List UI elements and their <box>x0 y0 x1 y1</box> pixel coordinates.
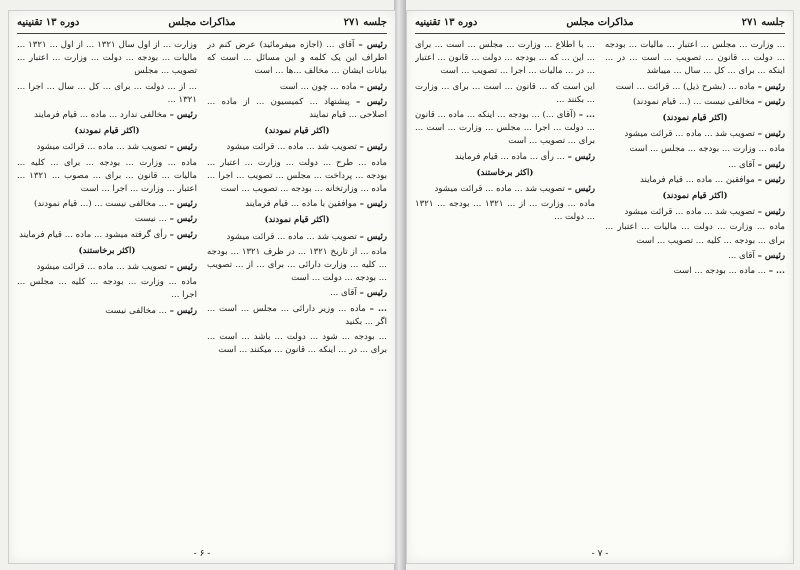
paragraph-text: ... مخالفی نیست <box>105 305 167 316</box>
paragraph-text: ... ماده ... بودجه ... است <box>673 266 766 277</box>
left-page-column-left <box>17 39 197 547</box>
speaker-label: رئیس – <box>169 199 197 210</box>
paragraph-text: ... نیست <box>134 214 167 225</box>
paragraph-text: مخالفی نیست ... (... قیام نمودند) <box>632 96 755 107</box>
speaker-label: رئیس – <box>567 151 595 162</box>
vote-note: (اکثر قیام نمودند) <box>662 113 728 124</box>
speaker-label: رئیس – <box>757 250 785 261</box>
transcript-paragraph <box>207 198 387 211</box>
transcript-paragraph <box>207 81 387 94</box>
transcript-paragraph <box>207 231 387 244</box>
speaker-label: رئیس – <box>169 262 197 273</box>
left-page-header <box>17 15 387 34</box>
paragraph-text: تصویب شد ... ماده ... قرائت میشود <box>624 207 755 218</box>
transcript-paragraph <box>17 276 197 302</box>
transcript-paragraph <box>605 96 785 109</box>
paragraph-text: مخالفی ندارد ... ماده ... قیام فرمایند <box>34 110 167 121</box>
transcript-paragraph <box>17 157 197 197</box>
transcript-paragraph <box>605 221 785 247</box>
speaker-label: رئیس – <box>757 81 785 92</box>
transcript-paragraph <box>415 109 595 149</box>
left-page-session: دوره ۱۳ تقنینیه <box>17 17 80 28</box>
transcript-paragraph <box>17 141 197 154</box>
transcript-paragraph <box>605 250 785 263</box>
paragraph-text: ماده ... وزارت ... دولت ... مالیات ... اعتبار ... برای ... بودجه ... کلیه ... تصویب ... است <box>605 222 785 246</box>
speaker-label: رئیس – <box>757 159 785 170</box>
transcript-paragraph <box>605 265 785 278</box>
transcript-paragraph <box>415 183 595 196</box>
paragraph-text: ماده ... (بشرح ذیل) ... قرائت ... است <box>615 81 755 92</box>
vote-note: (اکثر قیام نمودند) <box>662 191 728 202</box>
transcript-paragraph <box>17 229 197 242</box>
transcript-paragraph <box>17 109 197 122</box>
paragraph-text: تصویب شد ... ماده ... قرائت میشود <box>624 129 755 140</box>
transcript-paragraph <box>605 143 785 156</box>
paragraph-text: تصویب شد ... ماده ... قرائت میشود <box>226 142 357 153</box>
speaker-label: رئیس – <box>359 81 387 92</box>
speaker-label: رئیس – <box>358 40 387 50</box>
right-page <box>406 10 794 564</box>
transcript-paragraph <box>605 81 785 94</box>
paragraph-text: رأی گرفته میشود ... ماده ... قیام فرمایند <box>19 229 167 240</box>
left-page-footer: - ۶ - <box>193 549 211 559</box>
transcript-paragraph <box>17 261 197 274</box>
vote-note: (اکثر قیام نمودند) <box>74 126 140 137</box>
left-page-column-right <box>207 39 387 547</box>
speaker-label: ... – <box>768 266 785 277</box>
vote-note: (اکثر برخاستند) <box>78 245 136 256</box>
vote-note: (اکثر برخاستند) <box>476 167 534 178</box>
paragraph-text: ... وزارت ... مجلس ... اعتبار ... مالیات ... بودجه ... دولت ... قانون ... تصویب ... است ... در ... اینکه ... برای ... کل ... سال ... میباشد <box>605 40 785 77</box>
paragraph-text: آقای ... (اجازه میفرمائید) عرض کنم در اطراف این یک کلمه و این مسائل ... است که بیانات ایشان ... مخالف ...ها ... است <box>207 40 387 77</box>
paragraph-text: ... از ... دولت ... برای ... کل ... سال ... اجرا ... ۱۳۲۱ ... <box>17 81 197 105</box>
speaker-label: رئیس – <box>359 231 387 242</box>
right-page-footer: - ۷ - <box>591 549 609 559</box>
speaker-label: رئیس – <box>169 214 197 225</box>
transcript-paragraph <box>17 81 197 107</box>
paragraph-text: آقای ... <box>728 159 755 170</box>
paragraph-text: موافقین ... ماده ... قیام فرمایند <box>640 174 755 185</box>
paragraph-text: این است که ... قانون ... است ... برای ... وزارت ... بکنند ... <box>415 81 595 105</box>
paragraph-text: موافقین با ماده ... قیام فرمایند <box>245 199 357 210</box>
paragraph-text: ماده ... چون ... است <box>279 81 357 92</box>
paragraph-text: آقای ... <box>330 288 357 299</box>
paragraph-text: تصویب شد ... ماده ... قرائت میشود <box>226 231 357 242</box>
speaker-label: رئیس – <box>169 142 197 153</box>
speaker-label: رئیس – <box>356 96 387 107</box>
transcript-paragraph <box>207 246 387 286</box>
speaker-label: رئیس – <box>359 199 387 210</box>
paragraph-text: آقای ... <box>728 250 755 261</box>
right-page-number: جلسه ۲۷۱ <box>741 17 785 28</box>
speaker-label: رئیس – <box>757 129 785 140</box>
transcript-paragraph <box>605 159 785 172</box>
left-page-number: جلسه ۲۷۱ <box>343 17 387 28</box>
paragraph-text: تصویب شد ... ماده ... قرائت میشود <box>434 184 565 195</box>
paragraph-text: وزارت ... از اول سال ۱۳۲۱ ... از اول ... ۱۳۲۱ ... مالیات ... بودجه ... دولت ... وزارت ... اعتبار ... تصویب ... مجلس <box>17 40 197 77</box>
transcript-paragraph <box>605 206 785 219</box>
transcript-paragraph <box>207 287 387 300</box>
paragraph-text: پیشنهاد ... کمیسیون ... از ماده ... اصلاحی ... قیام نمایند <box>207 96 387 121</box>
transcript-paragraph <box>415 151 595 164</box>
vote-note: (اکثر قیام نمودند) <box>264 215 330 226</box>
paragraph-text: ... مخالفی نیست ... (... قیام نمودند) <box>34 199 167 210</box>
transcript-paragraph <box>207 39 387 79</box>
speaker-label: رئیس – <box>169 229 197 240</box>
transcript-paragraph <box>605 174 785 187</box>
transcript-paragraph <box>17 213 197 226</box>
speaker-label: رئیس – <box>359 288 387 299</box>
speaker-label: رئیس – <box>757 174 785 185</box>
transcript-paragraph <box>415 198 595 224</box>
paragraph-text: ماده ... طرح ... دولت ... وزارت ... اعتبار ... بودجه ... پرداخت ... مجلس ... تصویب ... اجرا ... ماده ... وزارتخانه ... بودجه ... تصویب ... است <box>207 157 387 195</box>
transcript-paragraph <box>17 39 197 79</box>
speaker-label: رئیس – <box>757 207 785 218</box>
speaker-label: رئیس – <box>757 96 785 107</box>
left-page-title: مذاکرات مجلس <box>168 17 236 28</box>
right-page-column-left <box>415 39 595 547</box>
transcript-paragraph <box>207 303 387 329</box>
transcript-paragraph <box>17 305 197 318</box>
speaker-label: ... – <box>578 110 595 121</box>
transcript-paragraph <box>605 39 785 79</box>
transcript-paragraph <box>207 141 387 154</box>
paragraph-text: (آقای ...) ... بودجه ... اینکه ... ماده ... قانون ... دولت ... اجرا ... مجلس ... وزارت ... است ... برای ... تصویب ... است <box>415 110 595 147</box>
speaker-label: رئیس – <box>567 184 595 195</box>
transcript-paragraph <box>605 128 785 141</box>
transcript-paragraph <box>415 81 595 107</box>
right-page-session: دوره ۱۳ تقنینیه <box>415 17 478 28</box>
transcript-paragraph <box>207 157 387 197</box>
transcript-paragraph <box>415 39 595 79</box>
paragraph-text: ماده ... وزیر دارائی ... مجلس ... است ... اگر ... بکنید <box>207 303 387 327</box>
paragraph-text: ... رأی ... ماده ... قیام فرمایند <box>454 151 565 162</box>
speaker-label: ... – <box>369 303 387 314</box>
vote-note: (اکثر قیام نمودند) <box>264 126 330 137</box>
right-page-column-right <box>605 39 785 547</box>
paragraph-text: ... با اطلاع ... وزارت ... مجلس ... است ... برای ... این ... که ... بودجه ... دولت ... قانون ... اعتبار ... در ... مالیات ... اجرا ... تصویب ... است <box>415 40 595 77</box>
transcript-paragraph <box>207 96 387 122</box>
transcript-paragraph <box>207 331 387 357</box>
right-page-header <box>415 15 785 34</box>
speaker-label: رئیس – <box>169 305 197 316</box>
left-page <box>8 10 396 564</box>
paragraph-text: ماده ... وزارت ... از ... ۱۳۲۱ ... بودجه ... ۱۳۲۱ ... دولت ... <box>415 199 595 223</box>
transcript-paragraph <box>17 198 197 211</box>
speaker-label: رئیس – <box>169 110 197 121</box>
speaker-label: رئیس – <box>359 142 387 153</box>
paragraph-text: ماده ... وزارت ... بودجه ... مجلس ... است <box>629 144 785 155</box>
right-page-title: مذاکرات مجلس <box>566 17 634 28</box>
paragraph-text: تصویب شد ... ماده ... قرائت میشود <box>36 142 167 153</box>
paragraph-text: تصویب شد ... ماده ... قرائت میشود <box>36 262 167 273</box>
paragraph-text: ... بودجه ... شود ... دولت ... باشد ... است ... برای ... در ... اینکه ... قانون ... میکنند ... است <box>207 332 387 356</box>
paragraph-text: ماده ... وزارت ... بودجه ... کلیه ... مجلس ... اجرا ... <box>17 277 197 301</box>
paragraph-text: ماده ... از تاریخ ۱۳۲۱ ... در ظرف ۱۳۲۱ ... بودجه ... کلیه ... وزارت دارائی ... برای ... از ... تصویب ... بودجه ... دولت ... است <box>207 246 387 284</box>
paragraph-text: ماده ... وزارت ... بودجه ... برای ... کلیه ... مالیات ... قانون ... برای ... مصوب ... ۱۳۲۱ ... اعتبار ... وزارت ... اجرا ... است <box>17 157 197 195</box>
